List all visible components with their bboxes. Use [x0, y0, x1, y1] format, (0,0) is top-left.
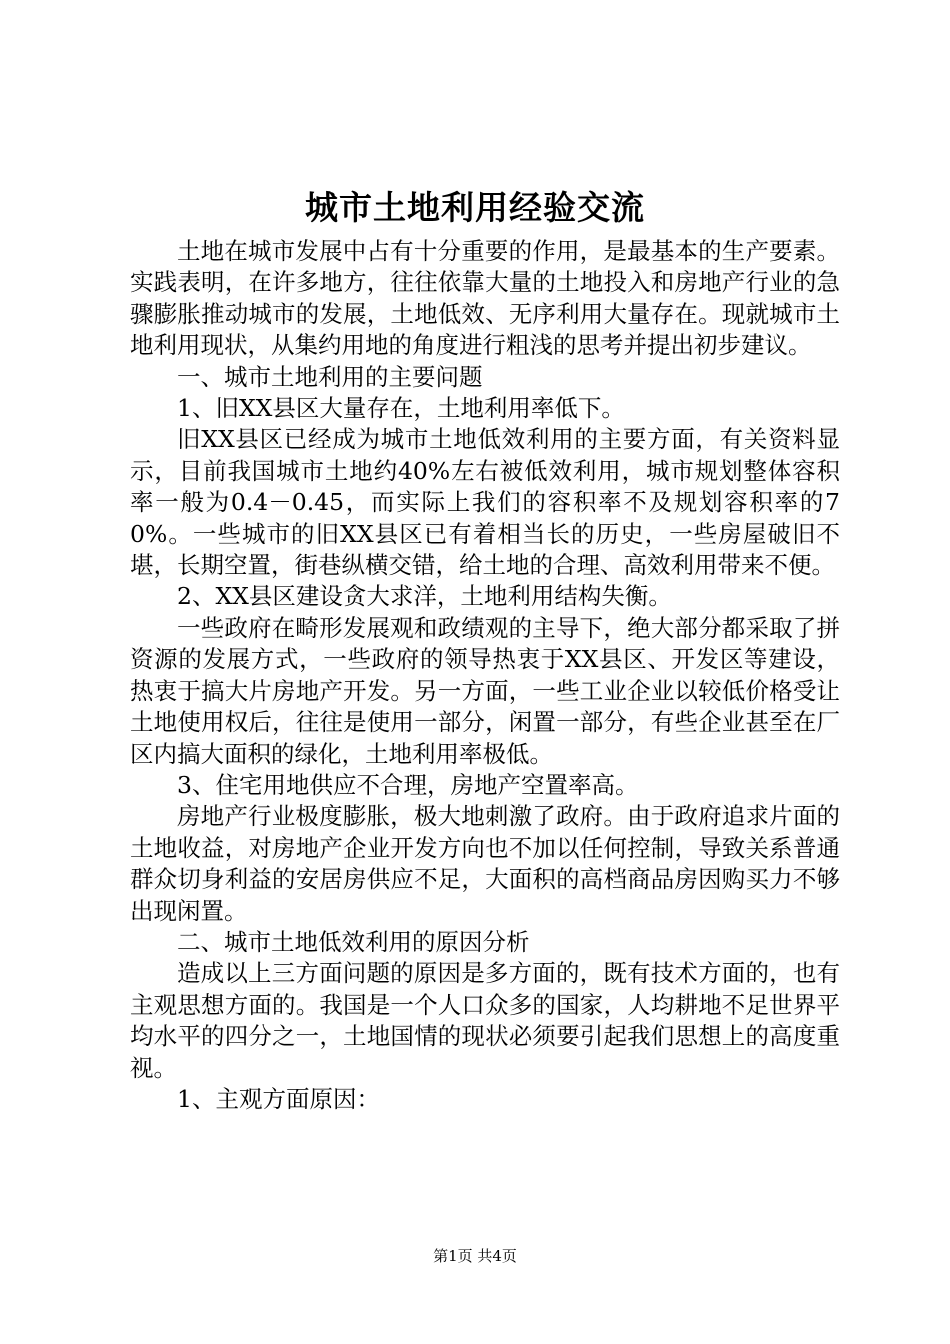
paragraph-cause-analysis: 造成以上三方面问题的原因是多方面的，既有技术方面的，也有主观思想方面的。我国是一个人口众多的国家，人均耕地不足世界平均水平的四分之一，土地国情的现状必须要引起我们思想上的高度重视。 [130, 959, 840, 1082]
paragraph-intro: 土地在城市发展中占有十分重要的作用，是最基本的生产要素。实践表明，在许多地方，往往依靠大量的土地投入和房地产行业的急骤膨胀推动城市的发展，土地低效、无序利用大量存在。现就城市土地利用现状，从集约用地的角度进行粗浅的思考并提出初步建议。 [130, 237, 840, 360]
subheading-1-3: 3、住宅用地供应不合理，房地产空置率高。 [177, 770, 639, 799]
document-body [130, 236, 840, 1115]
subheading-2-1: 1、主观方面原因： [177, 1084, 380, 1113]
section-heading-2: 二、城市土地低效利用的原因分析 [177, 927, 530, 956]
document-title: 城市土地利用经验交流 [305, 188, 645, 227]
page-footer: 第1页 共4页 [433, 1247, 517, 1265]
paragraph-district-construction: 一些政府在畸形发展观和政绩观的主导下，绝大部分都采取了拼资源的发展方式，一些政府的领导热衷于XX县区、开发区等建设，热衷于搞大片房地产开发。另一方面，一些工业企业以较低价格受让土地使用权后，往往是使用一部分，闲置一部分，有些企业甚至在厂区内搞大面积的绿化，土地利用率极低。 [130, 613, 840, 768]
subheading-1-1: 1、旧XX县区大量存在，土地利用率低下。 [177, 394, 625, 423]
section-heading-1: 一、城市土地利用的主要问题 [177, 362, 483, 391]
subheading-1-2: 2、XX县区建设贪大求洋，土地利用结构失衡。 [177, 582, 672, 611]
paragraph-real-estate: 房地产行业极度膨胀，极大地刺激了政府。由于政府追求片面的土地收益，对房地产企业开发方向也不加以任何控制，导致关系普通群众切身利益的安居房供应不足，大面积的高档商品房因购买力不够出现闲置。 [130, 802, 840, 925]
paragraph-old-districts: 旧XX县区已经成为城市土地低效利用的主要方面，有关资料显示，目前我国城市土地约40%左右被低效利用，城市规划整体容积率一般为0.4－0.45，而实际上我们的容积率不及规划容积率的70%。一些城市的旧XX县区已有着相当长的历史，一些房屋破旧不堪，长期空置，街巷纵横交错，给土地的合理、高效利用带来不便。 [130, 425, 840, 580]
